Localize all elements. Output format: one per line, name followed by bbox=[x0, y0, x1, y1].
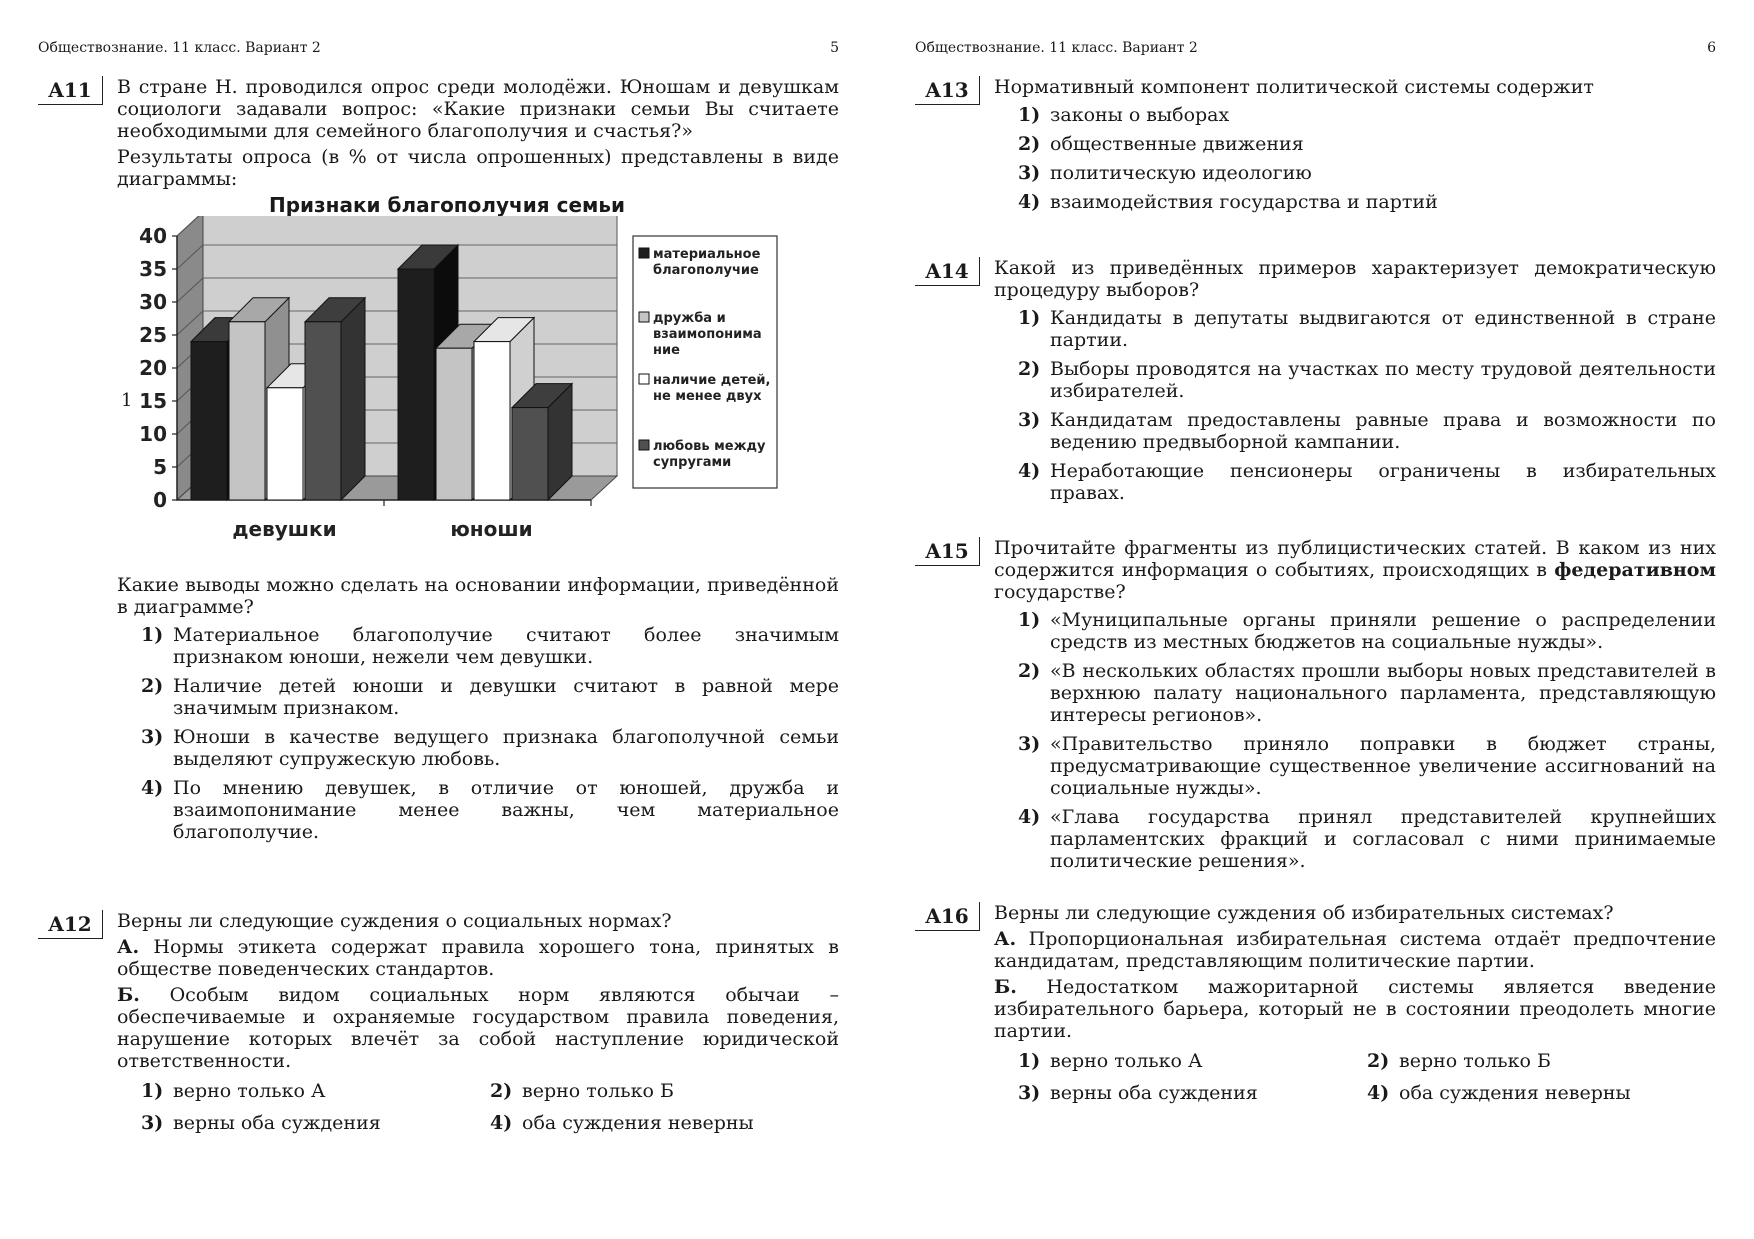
option-number: 1) bbox=[1018, 1050, 1041, 1072]
page-number: 6 bbox=[1707, 40, 1716, 56]
option-number: 3) bbox=[1018, 162, 1041, 184]
statement-a bbox=[994, 928, 1716, 972]
answer-option bbox=[141, 624, 839, 668]
option-number: 3) bbox=[1018, 1082, 1041, 1104]
legend-swatch bbox=[639, 248, 649, 258]
x-category-label: юноши bbox=[450, 517, 533, 541]
option-text: «Муниципальные органы приняли решение о распределении средств из местных бюджетов на социальные нужды». bbox=[1050, 609, 1716, 653]
statement-b bbox=[117, 984, 839, 1072]
option-text: Кандидаты в депутаты выдвигаются от единственной в стране партии. bbox=[1050, 307, 1716, 351]
task-code: A15 bbox=[915, 537, 980, 566]
answer-option bbox=[1018, 162, 1716, 184]
answer-option bbox=[1018, 133, 1716, 155]
option-text: верны оба суждения bbox=[1050, 1082, 1258, 1104]
answer-option bbox=[1367, 1050, 1716, 1072]
running-head bbox=[38, 40, 839, 56]
task-code: A13 bbox=[915, 76, 980, 105]
answer-option bbox=[141, 1112, 490, 1134]
option-text: оба суждения неверны bbox=[1399, 1082, 1631, 1104]
option-text: взаимодействия государства и партий bbox=[1050, 191, 1438, 213]
y-tick-label: 10 bbox=[139, 422, 167, 446]
bar-side bbox=[341, 298, 365, 500]
option-text: Юноши в качестве ведущего признака благополучной семьи выделяют супружескую любовь. bbox=[173, 726, 839, 770]
option-text: верно только А bbox=[1050, 1050, 1203, 1072]
task-a12 bbox=[38, 910, 839, 1134]
bar bbox=[191, 342, 227, 500]
task-question bbox=[994, 537, 1716, 603]
statement-text: Особым видом социальных норм являются обычаи – обеспечиваемые и охраняемые государством правила поведения, нарушение которых влечёт за собой наступление юридической ответственности. bbox=[117, 984, 839, 1072]
legend-label: дружба и bbox=[653, 311, 726, 326]
bar bbox=[229, 322, 265, 500]
task-a15 bbox=[915, 537, 1716, 879]
legend-label: наличие детей, bbox=[653, 373, 771, 388]
option-number: 3) bbox=[141, 726, 164, 748]
task-a16 bbox=[915, 902, 1716, 1104]
option-number: 1) bbox=[141, 624, 164, 646]
chart-svg bbox=[117, 216, 797, 566]
option-number: 2) bbox=[141, 675, 164, 697]
task-intro-2: Результаты опроса (в % от числа опрошенных) представлены в виде диаграммы: bbox=[117, 146, 839, 190]
chart bbox=[117, 194, 797, 574]
task-code: A14 bbox=[915, 257, 980, 286]
answer-option bbox=[1018, 806, 1716, 872]
option-text: политическую идеологию bbox=[1050, 162, 1312, 184]
side-mark: 1 bbox=[121, 390, 133, 411]
header-title: Обществознание. 11 класс. Вариант 2 bbox=[38, 40, 321, 56]
option-number: 2) bbox=[1018, 358, 1041, 380]
answer-option bbox=[1018, 460, 1716, 504]
option-text: «Правительство приняло поправки в бюджет страны, предусматривающие существенное увеличение ассигнований на социальные нужды». bbox=[1050, 733, 1716, 799]
legend-label: материальное bbox=[653, 247, 761, 262]
task-a13 bbox=[915, 76, 1716, 220]
statement-b bbox=[994, 976, 1716, 1042]
bar bbox=[398, 269, 434, 500]
option-text: общественные движения bbox=[1050, 133, 1304, 155]
answer-option bbox=[1018, 660, 1716, 726]
task-a14 bbox=[915, 257, 1716, 511]
option-text: По мнению девушек, в отличие от юношей, дружба и взаимопонимание менее важны, чем материальное благополучие. bbox=[173, 777, 839, 843]
answer-option bbox=[1018, 104, 1716, 126]
answer-option bbox=[141, 777, 839, 843]
answer-option bbox=[1018, 409, 1716, 453]
bar bbox=[512, 408, 548, 500]
y-tick-label: 0 bbox=[153, 488, 167, 512]
page-number: 5 bbox=[830, 40, 839, 56]
answer-option bbox=[1018, 1050, 1367, 1072]
option-text: верно только Б bbox=[522, 1080, 674, 1102]
statement-label: А. bbox=[994, 928, 1017, 950]
legend-label: супругами bbox=[653, 455, 732, 470]
option-number: 2) bbox=[490, 1080, 513, 1102]
legend-label: не менее двух bbox=[653, 389, 762, 404]
options-grid bbox=[141, 1080, 839, 1134]
task-code: A12 bbox=[38, 910, 103, 939]
option-number: 2) bbox=[1367, 1050, 1390, 1072]
option-text: Материальное благополучие считают более значимым признаком юноши, нежели чем девушки. bbox=[173, 624, 839, 668]
question-text: Прочитайте фрагменты из публицистических статей. В каком из них содержится информация о событиях, происходящих в bbox=[994, 537, 1716, 581]
task-a11 bbox=[38, 76, 839, 850]
answer-option bbox=[141, 675, 839, 719]
answer-option bbox=[1018, 1082, 1367, 1104]
legend-label: любовь между bbox=[653, 439, 766, 454]
legend-label: ние bbox=[653, 343, 680, 358]
option-text: верно только А bbox=[173, 1080, 326, 1102]
option-text: законы о выборах bbox=[1050, 104, 1230, 126]
option-number: 2) bbox=[1018, 133, 1041, 155]
option-number: 1) bbox=[1018, 609, 1041, 631]
task-question: Нормативный компонент политической системы содержит bbox=[994, 76, 1594, 98]
bar bbox=[267, 388, 303, 500]
answer-option bbox=[1018, 733, 1716, 799]
option-text: верны оба суждения bbox=[173, 1112, 381, 1134]
legend-label: благополучие bbox=[653, 263, 759, 278]
option-text: Неработающие пенсионеры ограничены в избирательных правах. bbox=[1050, 460, 1716, 504]
legend-swatch bbox=[639, 374, 649, 384]
option-number: 1) bbox=[1018, 307, 1041, 329]
y-tick-label: 15 bbox=[139, 389, 167, 413]
task-question: Какие выводы можно сделать на основании информации, приведённой в диаграмме? bbox=[117, 574, 839, 618]
option-number: 3) bbox=[1018, 409, 1041, 431]
statement-label: Б. bbox=[117, 984, 140, 1006]
question-bold: федеративном bbox=[1554, 559, 1716, 581]
option-number: 1) bbox=[141, 1080, 164, 1102]
bar bbox=[305, 322, 341, 500]
legend-swatch bbox=[639, 312, 649, 322]
task-question: Верны ли следующие суждения об избирательных системах? bbox=[994, 902, 1614, 924]
option-text: «Глава государства принял представителей крупнейших парламентских фракций и согласовал с ними принимаемые политические решения». bbox=[1050, 806, 1716, 872]
options-list bbox=[117, 624, 839, 843]
option-number: 4) bbox=[490, 1112, 513, 1134]
answer-option bbox=[1018, 358, 1716, 402]
answer-option bbox=[141, 1080, 490, 1102]
y-tick-label: 25 bbox=[139, 323, 167, 347]
statement-a bbox=[117, 936, 839, 980]
option-number: 3) bbox=[141, 1112, 164, 1134]
answer-option bbox=[1367, 1082, 1716, 1104]
option-number: 4) bbox=[1018, 806, 1041, 828]
statement-label: Б. bbox=[994, 976, 1017, 998]
option-number: 1) bbox=[1018, 104, 1041, 126]
option-text: оба суждения неверны bbox=[522, 1112, 754, 1134]
answer-option bbox=[1018, 191, 1716, 213]
task-intro: В стране Н. проводился опрос среди молодёжи. Юношам и девушкам социологи задавали вопрос: «Какие признаки семьи Вы считаете необходимыми для семейного благополучия и счастья?» bbox=[117, 76, 839, 142]
option-number: 4) bbox=[141, 777, 164, 799]
option-text: Наличие детей юноши и девушки считают в равной мере значимым признаком. bbox=[173, 675, 839, 719]
task-question: Верны ли следующие суждения о социальных нормах? bbox=[117, 910, 672, 932]
answer-option bbox=[490, 1080, 839, 1102]
statement-text: Недостатком мажоритарной системы является введение избирательного барьера, который не в состоянии преодолеть многие партии. bbox=[994, 976, 1717, 1042]
answer-option bbox=[1018, 609, 1716, 653]
option-text: «В нескольких областях прошли выборы новых представителей в верхнюю палату национального парламента, представляющую интересы регионов». bbox=[1050, 660, 1716, 726]
answer-option bbox=[141, 726, 839, 770]
option-number: 4) bbox=[1018, 460, 1041, 482]
options-list bbox=[994, 609, 1716, 872]
answer-option bbox=[1018, 307, 1716, 351]
y-tick-label: 20 bbox=[139, 356, 167, 380]
header-title: Обществознание. 11 класс. Вариант 2 bbox=[915, 40, 1198, 56]
legend-swatch bbox=[639, 440, 649, 450]
statement-label: А. bbox=[117, 936, 140, 958]
task-code: A16 bbox=[915, 902, 980, 931]
task-question: Какой из приведённых примеров характеризует демократическую процедуру выборов? bbox=[994, 257, 1716, 301]
statement-text: Нормы этикета содержат правила хорошего тона, принятых в обществе поведенческих стандартов. bbox=[117, 936, 839, 980]
running-head bbox=[915, 40, 1716, 56]
option-number: 4) bbox=[1367, 1082, 1390, 1104]
option-number: 4) bbox=[1018, 191, 1041, 213]
options-grid bbox=[1018, 1050, 1716, 1104]
bar bbox=[436, 348, 472, 500]
option-text: Кандидатам предоставлены равные права и возможности по ведению предвыборной кампании. bbox=[1050, 409, 1716, 453]
bar bbox=[474, 342, 510, 500]
question-text-end: государстве? bbox=[994, 581, 1126, 603]
y-tick-label: 5 bbox=[153, 455, 167, 479]
right-page bbox=[877, 0, 1754, 1239]
options-list bbox=[994, 307, 1716, 504]
y-tick-label: 40 bbox=[139, 224, 167, 248]
option-number: 2) bbox=[1018, 660, 1041, 682]
x-category-label: девушки bbox=[232, 517, 337, 541]
answer-option bbox=[490, 1112, 839, 1134]
chart-title: Признаки благополучия семьи bbox=[268, 193, 626, 217]
statement-text: Пропорциональная избирательная система отдаёт предпочтение кандидатам, представляющим политические партии. bbox=[994, 928, 1716, 972]
task-code: A11 bbox=[38, 76, 103, 105]
y-tick-label: 30 bbox=[139, 290, 167, 314]
option-text: верно только Б bbox=[1399, 1050, 1551, 1072]
y-tick-label: 35 bbox=[139, 257, 167, 281]
option-number: 3) bbox=[1018, 733, 1041, 755]
options-list bbox=[994, 104, 1716, 213]
option-text: Выборы проводятся на участках по месту трудовой деятельности избирателей. bbox=[1050, 358, 1716, 402]
legend-label: взаимопонима bbox=[653, 327, 762, 342]
